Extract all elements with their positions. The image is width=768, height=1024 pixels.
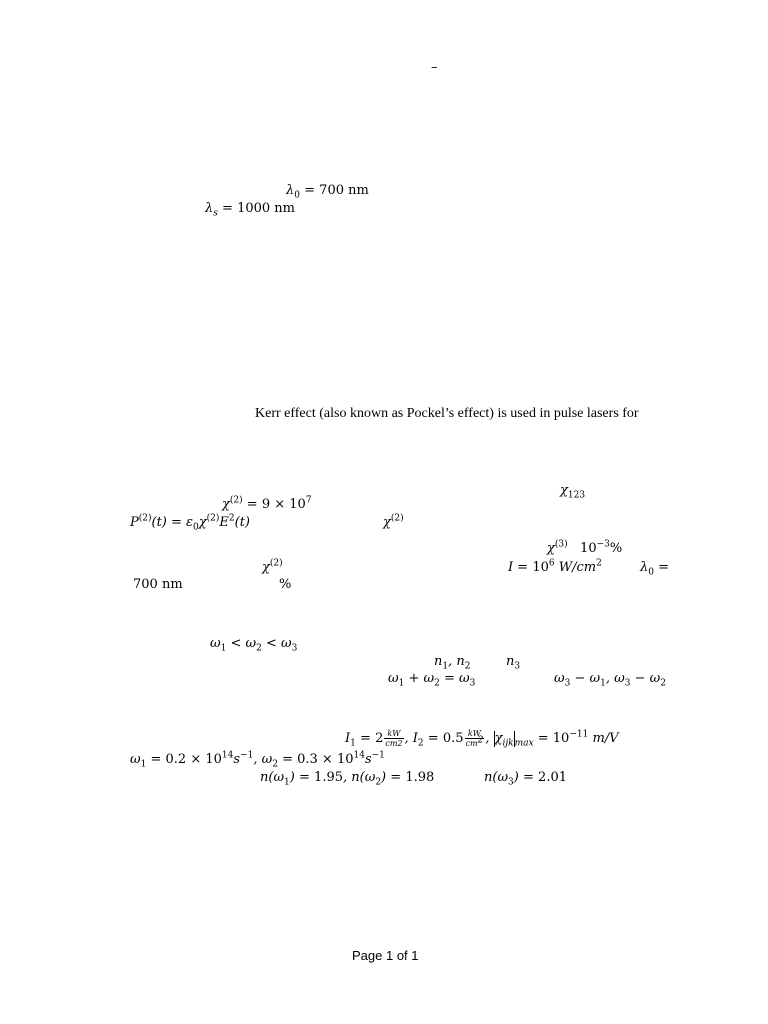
polarization-equation: $P^{(2)}(t) = \varepsilon_0\chi^{(2)}E^2(t)$ xyxy=(130,513,250,533)
n3-symbol: $n_3$ xyxy=(506,654,521,672)
lambdas-equation: $\lambda_s = 1000$ nm xyxy=(205,201,295,219)
chi2-value-equation: $\chi^{(2)} = 9 \times 10^7$ xyxy=(222,495,312,512)
lambda0-value: 700 nm xyxy=(319,183,369,198)
refractive-index-3: $n(\omega_3) = 2.01$ xyxy=(484,770,567,788)
lambda0-equation: $\lambda_0 = 700$ nm xyxy=(286,183,369,201)
chi3-percent: $\chi^{(3)}$ $10^{-3}\%$ xyxy=(547,539,623,556)
omega-differences: $\omega_3 - \omega_1$, $\omega_3 - \omega_2$ xyxy=(554,671,666,689)
lambdas-value: 1000 nm xyxy=(237,201,295,216)
chi123-symbol: $\chi_{123}$ xyxy=(560,483,586,501)
n1-n2-symbols: $n_1$, $n_2$ xyxy=(434,654,471,672)
intensity-equation: $I = 10^6$ $W/cm^2$ xyxy=(508,558,602,575)
omega-values: $\omega_1 = 0.2 \times 10^{14}s^{-1}$, $\omega_2 = 0.3 \times 10^{14}s^{-1}$ xyxy=(130,750,385,770)
wavelength-700: 700 nm xyxy=(133,577,183,592)
refractive-index-12: $n(\omega_1) = 1.95$, $n(\omega_2) = 1.98$ xyxy=(260,770,435,788)
omega-sum: $\omega_1 + \omega_2 = \omega_3$ xyxy=(388,671,476,689)
chi2-symbol: $\chi^{(2)}$ xyxy=(383,513,404,530)
percent-sign: % xyxy=(279,577,292,592)
omega-order: $\omega_1 < \omega_2 < \omega_3$ xyxy=(210,636,298,654)
kerr-effect-statement: Kerr effect (also known as Pockel’s effect) is used in pulse lasers for xyxy=(255,406,639,421)
lambda0-equals: $\lambda_0$ = xyxy=(640,560,670,578)
page-footer: Page 1 of 1 xyxy=(352,948,419,963)
chi2-symbol-second: $\chi^{(2)}$ xyxy=(262,558,283,575)
dash-mark: – xyxy=(431,60,438,75)
intensity-chi-max-equation: $I_1 = 2$ $\frac{kW}{cm2}$ , $I_2 = 0.5$ $\frac{kW}{cm^2}$ , $\chi_{ijkmax} = 10^{-11}$ m/V xyxy=(345,729,619,749)
